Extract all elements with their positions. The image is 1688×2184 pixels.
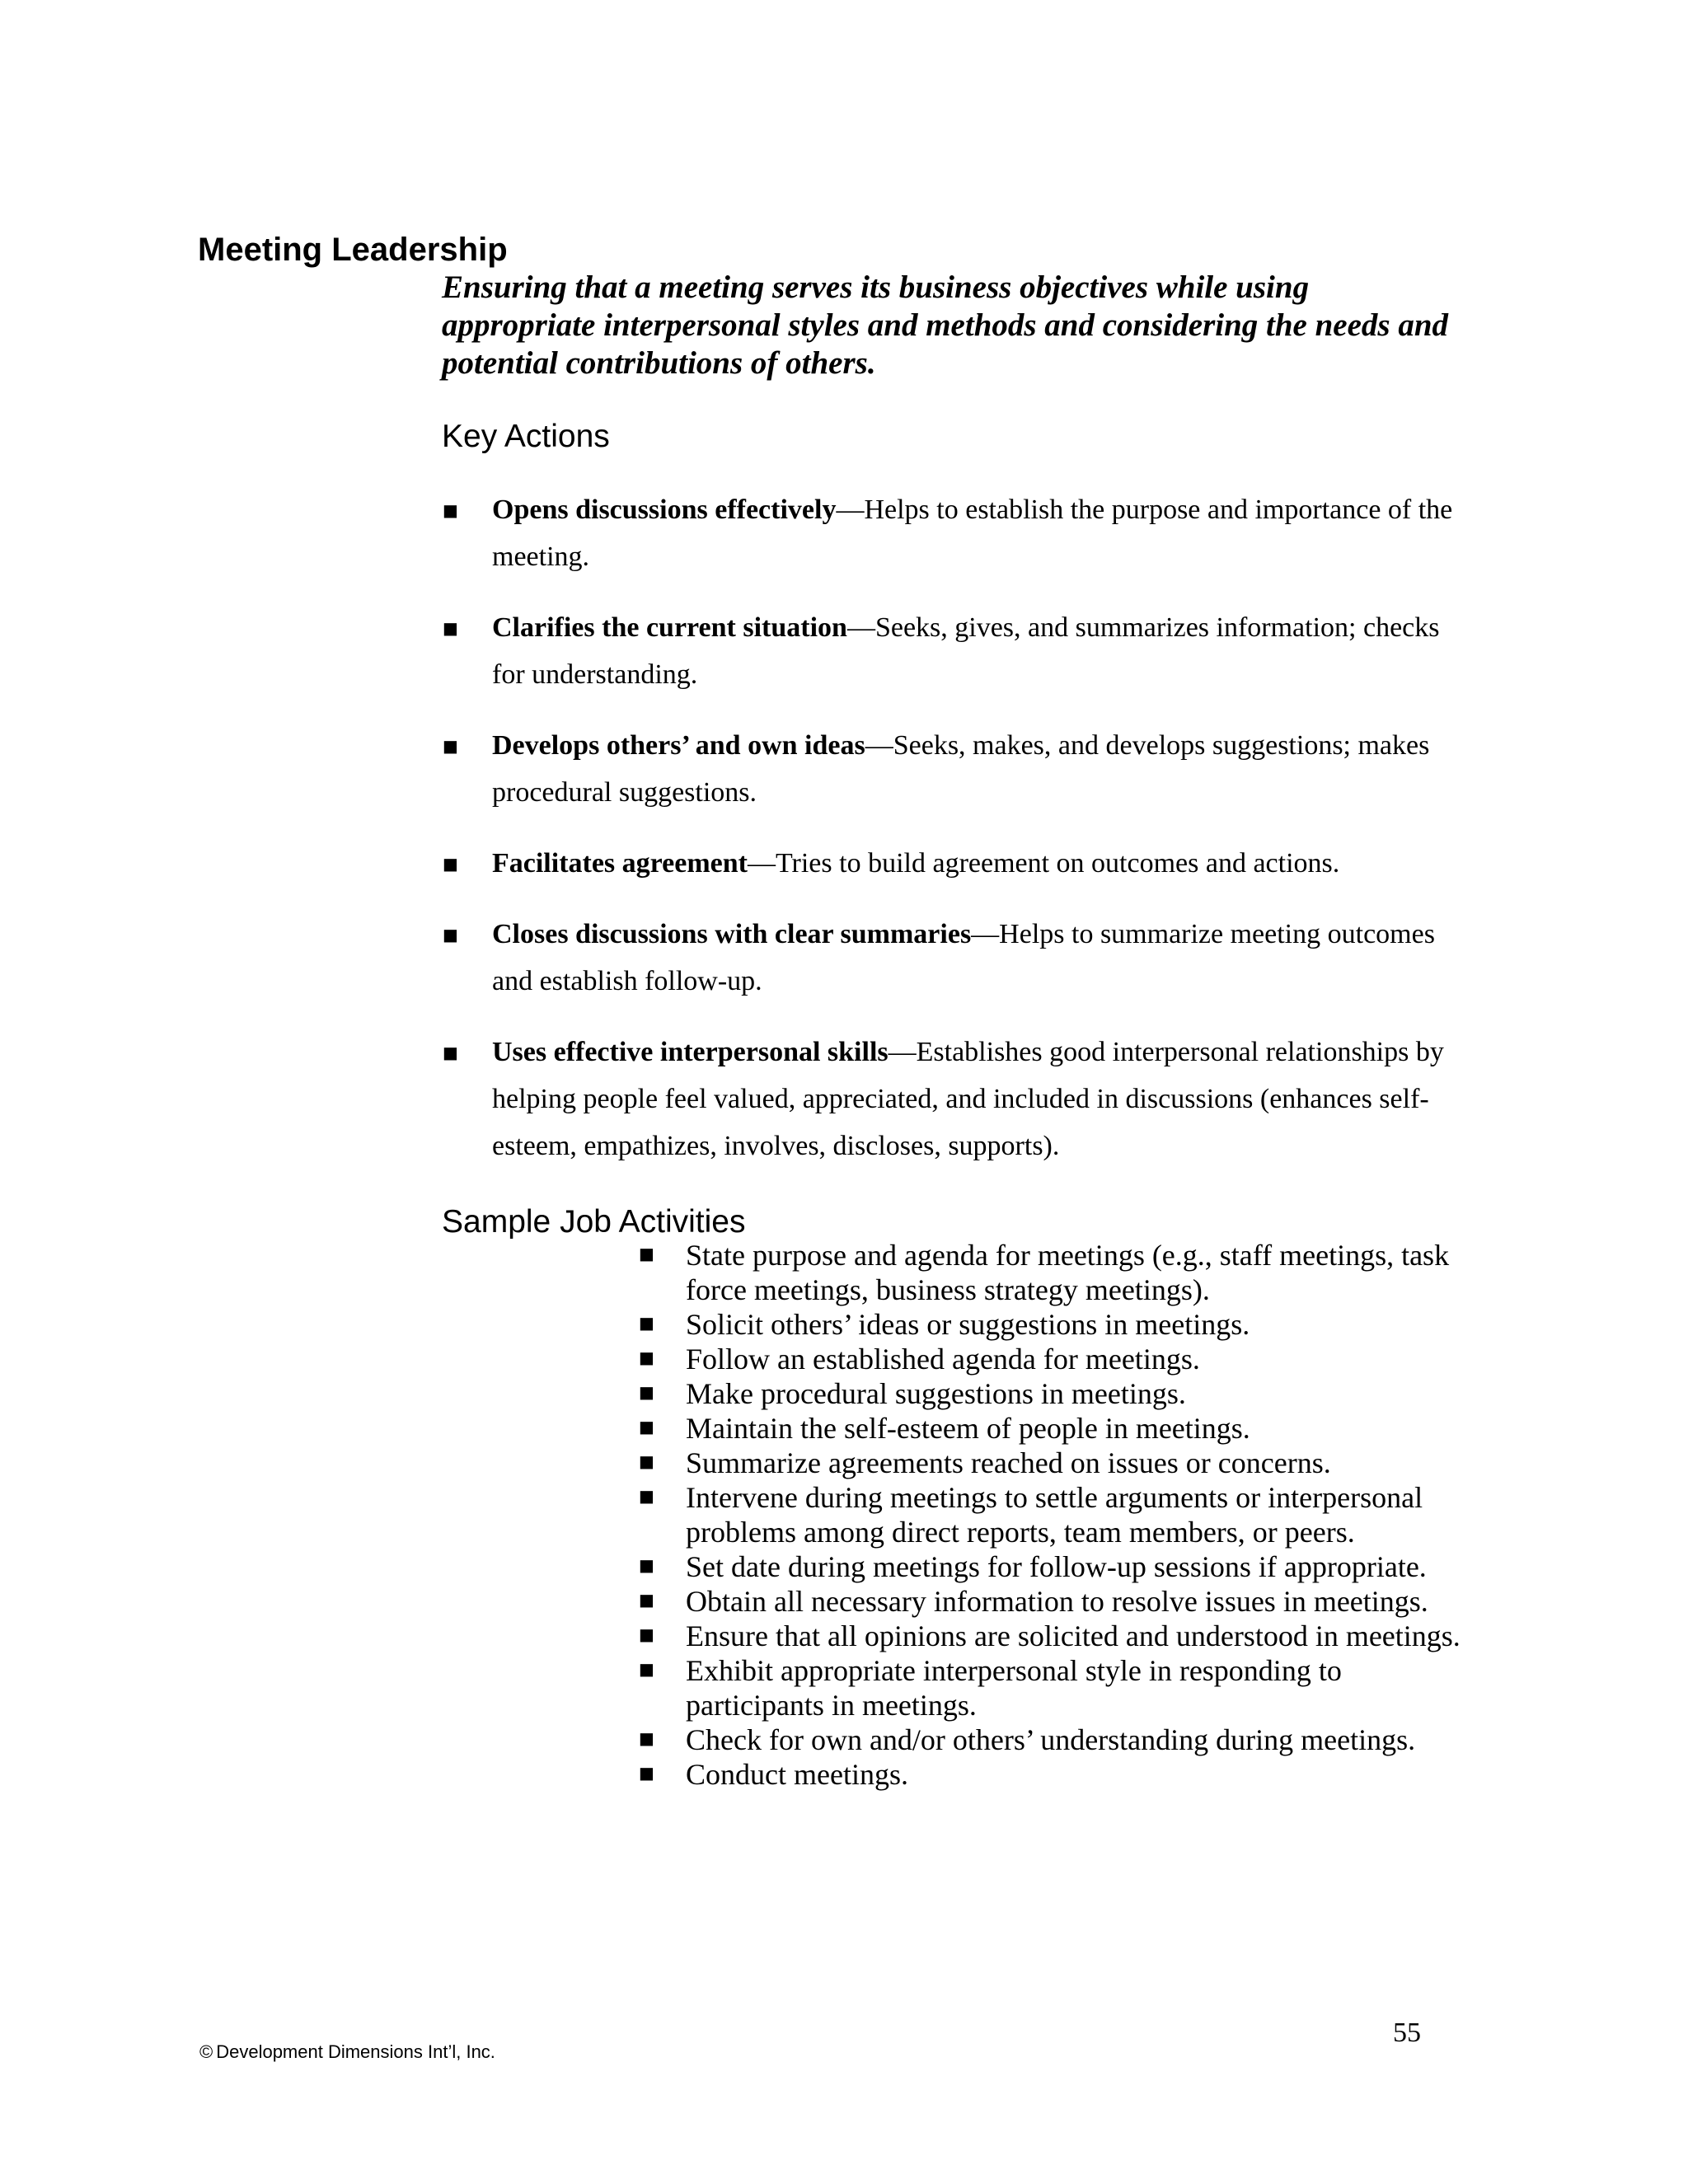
activity-item	[639, 1480, 1463, 1549]
activity-item	[639, 1411, 1463, 1446]
key-actions-heading: Key Actions	[442, 419, 610, 454]
activity-item	[639, 1619, 1463, 1653]
square-bullet-icon: ■	[443, 854, 458, 874]
key-action-item	[442, 840, 1464, 887]
key-action-text: —Tries to build agreement on outcomes and actions.	[747, 848, 1340, 879]
key-action-item	[442, 722, 1464, 816]
square-bullet-icon: ■	[639, 1763, 654, 1783]
activity-text: Solicit others’ ideas or suggestions in meetings.	[686, 1308, 1250, 1341]
key-action-text: —Seeks, makes, and develops suggestions; makes procedural suggestions.	[492, 730, 1430, 808]
activity-item	[639, 1342, 1463, 1376]
activity-item	[639, 1757, 1463, 1792]
key-action-lead: Closes discussions with clear summaries	[492, 919, 972, 949]
activity-text: Exhibit appropriate interpersonal style in responding to participants in meetings.	[686, 1654, 1342, 1722]
square-bullet-icon: ■	[639, 1659, 654, 1679]
square-bullet-icon: ■	[639, 1728, 654, 1748]
activity-text: Set date during meetings for follow-up sessions if appropriate.	[686, 1550, 1427, 1583]
sample-activities-heading: Sample Job Activities	[442, 1204, 746, 1240]
square-bullet-icon: ■	[639, 1451, 654, 1471]
key-action-lead: Opens discussions effectively	[492, 494, 837, 525]
square-bullet-icon: ■	[639, 1347, 654, 1367]
key-action-text: —Establishes good interpersonal relationships by helping people feel valued, appreciated, and included in discussions (enhances self-esteem, empathizes, involves, discloses, supports).	[492, 1037, 1444, 1161]
activity-item	[639, 1307, 1463, 1342]
activity-text: Check for own and/or others’ understanding during meetings.	[686, 1723, 1416, 1756]
competency-definition: Ensuring that a meeting serves its business objectives while using appropriate interpersonal styles and methods and considering the needs and potential contributions of others.	[442, 269, 1449, 381]
activity-item	[639, 1446, 1463, 1480]
key-actions-list	[442, 486, 1464, 1193]
key-action-lead: Uses effective interpersonal skills	[492, 1037, 889, 1067]
key-action-item	[442, 1029, 1464, 1169]
activity-item	[639, 1376, 1463, 1411]
key-action-item	[442, 911, 1464, 1005]
square-bullet-icon: ■	[443, 1043, 458, 1062]
activity-text: Intervene during meetings to settle arguments or interpersonal problems among direct reports, team members, or peers.	[686, 1481, 1423, 1549]
square-bullet-icon: ■	[639, 1417, 654, 1436]
key-action-item	[442, 604, 1464, 698]
copyright-footer	[199, 2040, 495, 2064]
square-bullet-icon: ■	[639, 1624, 654, 1644]
key-action-lead: Clarifies the current situation	[492, 612, 847, 643]
square-bullet-icon: ■	[639, 1555, 654, 1575]
square-bullet-icon: ■	[639, 1244, 654, 1263]
activity-text: Make procedural suggestions in meetings.	[686, 1377, 1186, 1410]
activity-text: Follow an established agenda for meetings.	[686, 1343, 1200, 1376]
square-bullet-icon: ■	[443, 736, 458, 756]
key-action-text: —Seeks, gives, and summarizes information; checks for understanding.	[492, 612, 1440, 690]
key-action-lead: Facilitates agreement	[492, 848, 748, 879]
copyright-text: Development Dimensions Int’l, Inc.	[216, 2041, 495, 2062]
activity-text: Ensure that all opinions are solicited and understood in meetings.	[686, 1619, 1461, 1652]
key-action-item	[442, 486, 1464, 580]
activity-item	[639, 1584, 1463, 1619]
square-bullet-icon: ■	[639, 1590, 654, 1610]
activity-item	[639, 1653, 1463, 1722]
activity-text: Summarize agreements reached on issues or concerns.	[686, 1446, 1331, 1479]
square-bullet-icon: ■	[639, 1313, 654, 1333]
square-bullet-icon: ■	[443, 618, 458, 638]
square-bullet-icon: ■	[639, 1382, 654, 1402]
copyright-icon: ©	[199, 2041, 213, 2062]
square-bullet-icon: ■	[443, 925, 458, 944]
key-action-text: —Helps to establish the purpose and importance of the meeting.	[492, 494, 1453, 572]
activity-text: Obtain all necessary information to resolve issues in meetings.	[686, 1585, 1428, 1618]
activity-text: Conduct meetings.	[686, 1758, 908, 1791]
activity-item	[639, 1722, 1463, 1757]
activity-text: Maintain the self-esteem of people in meetings.	[686, 1412, 1250, 1445]
page-number: 55	[1393, 2018, 1421, 2048]
key-action-text: —Helps to summarize meeting outcomes and establish follow-up.	[492, 919, 1435, 996]
key-action-lead: Develops others’ and own ideas	[492, 730, 865, 761]
activity-text: State purpose and agenda for meetings (e.g., staff meetings, task force meetings, business strategy meetings).	[686, 1239, 1450, 1306]
square-bullet-icon: ■	[639, 1486, 654, 1506]
activity-item	[639, 1238, 1463, 1307]
square-bullet-icon: ■	[443, 500, 458, 520]
activity-item	[639, 1549, 1463, 1584]
page-title: Meeting Leadership	[198, 232, 508, 268]
sample-activities-list	[639, 1238, 1463, 1792]
